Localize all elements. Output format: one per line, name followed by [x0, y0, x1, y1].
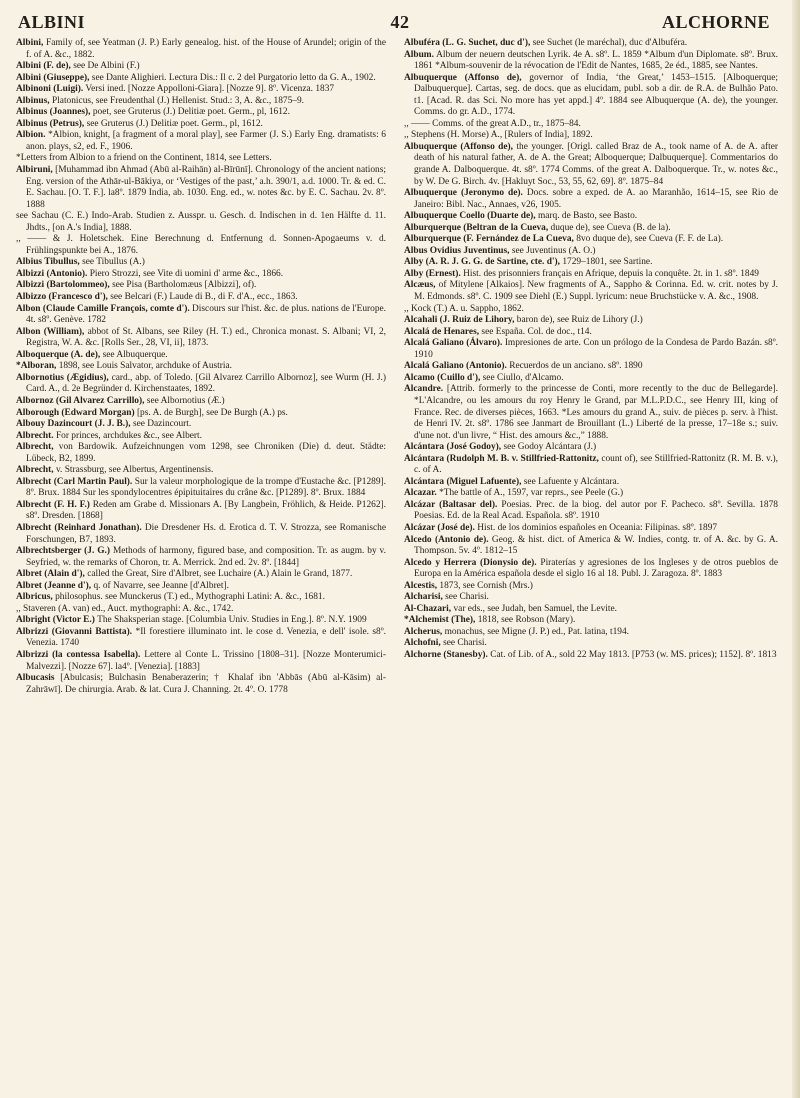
entry-text: see Dazincourt.: [132, 419, 192, 430]
index-entry: [16, 408, 386, 420]
entry-heading: Albiruni,: [16, 165, 53, 176]
index-entry: [404, 73, 778, 119]
entry-text: Methods of harmony, figured base, and composition. Tr. as augm. by v. Seyfried, w. the remarks of Choron, tr. A. Merrick. 2nd ed. 2v. 8º. [1844]: [26, 546, 386, 568]
entry-heading: Albon (Claude Camille François, comte d').: [16, 303, 190, 314]
index-entry: [404, 269, 778, 281]
index-entry: [404, 627, 778, 639]
index-entry: [16, 627, 386, 650]
entry-text: abbot of St. Albans, see Riley (H. T.) ed., Chronica monast. S. Albani; VI, 2, Registra, W. A. &c. [Rolls Ser., 28, VI, ii], 1873.: [26, 326, 386, 349]
entry-heading: Alcántara (Rudolph M. B. v. Stillfried-Rattonitz,: [404, 453, 599, 464]
index-entry: [16, 73, 386, 85]
entry-text: 8vo duque de), see Cueva (F. F. de La).: [576, 234, 724, 245]
entry-text: v. Strassburg, see Albertus, Argentinensis.: [55, 465, 214, 476]
entry-text: Lettere al Conte L. Trissino [1808–31]. [Nozze Monterumici-Malvezzi]. [Nozze 67]. la4º. [Venezia]. [1883]: [26, 649, 386, 672]
entry-text: Docs. sobre a exped. de A. ao Maranhão, 1614–15, see Rio de Janeiro: Bibl. Nac., Annaes, v26, 1905.: [414, 188, 778, 210]
entry-text: ,, Stephens (H. Morse) A., [Rulers of India], 1892.: [404, 130, 593, 141]
entry-text: Discours sur l'hist. &c. de plus. nations de l'Europe. 4t. s8º. Genève. 1782: [26, 303, 386, 326]
entry-heading: Albizzi (Antonio).: [16, 268, 88, 279]
entry-text: Hist. des prisonniers français en Afrique, depuis la conquête. 2t. in 1. s8º. 1849: [463, 268, 759, 279]
entry-text: *Il forestiere illuminato int. le cose d. Venezia, e dell' isole. s8º. Venezia. 1740: [26, 626, 386, 649]
entry-heading: *Alchemist (The),: [404, 615, 476, 626]
entry-text: see Ciullo, d'Alcamo.: [482, 372, 564, 383]
index-entry: [404, 535, 778, 558]
entry-heading: Alcamo (Cuillo d'),: [404, 372, 481, 383]
entry-text: 1729–1801, see Sartine.: [562, 257, 653, 268]
entry-heading: Albizzi (Bartolommeo),: [16, 280, 110, 291]
index-entry: [404, 304, 778, 316]
entry-text: ,, Staveren (A. van) ed., Auct. mythographi: A. &c., 1742.: [16, 603, 234, 614]
entry-text: 1818, see Robson (Mary).: [477, 615, 576, 626]
index-entry: [404, 280, 778, 303]
entry-text: see Gruterus (J.) Delitiæ poet. Germ., pl, 1612.: [86, 118, 263, 129]
entry-text: q. of Navarre, see Jeanne [d'Albret].: [93, 580, 229, 591]
index-entry: [16, 604, 386, 616]
entry-text: Sur la valeur morphologique de la trompe d'Eustache &c. [P1289]. 8º. Brux. 1884 Sur les spondylocentres épipituitaires du crâne &c. [P1289]. 8º. Brux. 1884: [26, 476, 386, 499]
entry-heading: Alcalá Galiano (Álvaro).: [404, 338, 503, 349]
index-entry: [404, 327, 778, 339]
right-column: [404, 38, 778, 1090]
index-entry: [404, 223, 778, 235]
entry-heading: Albrecht (Carl Martin Paul).: [16, 476, 133, 487]
entry-text: Die Dresdener Hs. d. Erotica d. T. V. Strozza, see Romanische Forschungen, B7, 1893.: [26, 522, 386, 545]
entry-heading: Albricus,: [16, 592, 53, 603]
entry-text: see Suchet (le maréchal), duc d'Albuféra.: [532, 38, 688, 48]
entry-heading: Alcherus,: [404, 626, 443, 637]
entry-text: see Albuquerque.: [102, 349, 168, 360]
entry-text: Family of, see Yeatman (J. P.) Early genealog. hist. of the House of Arundel; origin of the f. of A. &c., 1882.: [26, 38, 386, 60]
entry-heading: Albon (William),: [16, 326, 85, 337]
entry-text: von Bardowik. Aufzeichnungen vom 1298, see Chroniken (Die) d. deut. Städte: Lübeck, B2, 1899.: [26, 442, 386, 464]
entry-text: [Muhammad ibn Ahmad (Abū al-Raihān) al-Bīrūnī]. Chronology of the ancient nations; Eng. version of the Athār-ul-Bākiya, or ‘Vestiges of the past,’ a.h. 390/1, a.d. 1000. Tr. & ed. C. E. Sachau. [O. T. F.]. la8º. 1879 India, ab. 1030. Eng. ed., w. notes &c. by E. C. Sachau. 2v. 8º. 1888: [26, 165, 386, 210]
index-entry: [16, 84, 386, 96]
entry-heading: Alcandre.: [404, 384, 444, 395]
entry-heading: Alcharisi,: [404, 592, 443, 603]
entry-heading: Albinoni (Luigi).: [16, 84, 84, 95]
entry-text: ,, —— & J. Holetschek. Eine Berechnung d. Entfernung d. Sonnen-Apogaeums v. d. Frühlingspunkte bei A., 1876.: [16, 234, 386, 256]
entry-heading: Albuquerque (Jeronymo de).: [404, 188, 523, 199]
entry-text: philosophus. see Munckerus (T.) ed., Mythographi Latini: A. &c., 1681.: [55, 592, 325, 603]
entry-text: card., abp. of Toledo. [Gil Alvarez Carrillo Albornoz], see Wurm (H. J.) Card. A., d. 2e Begründer d. Kirchenstaates, 1892.: [26, 372, 386, 395]
index-entry: [404, 604, 778, 616]
entry-heading: Albret (Jeanne d'),: [16, 580, 92, 591]
index-entry: [404, 142, 778, 188]
entry-heading: Alburquerque (F. Fernández de La Cueva,: [404, 234, 574, 245]
index-entry: [404, 454, 778, 477]
index-entry: [404, 373, 778, 385]
entry-heading: Alborough (Edward Morgan): [16, 407, 135, 418]
index-entry: [16, 615, 386, 627]
entry-heading: Albrizzi (Giovanni Battista).: [16, 626, 133, 637]
index-entry: [404, 50, 778, 73]
entry-heading: Alby (Ernest).: [404, 268, 461, 279]
entry-text: Album der neuern deutschen Lyrik. 4e A. s8º. L. 1859 *Album d'un Diplomate. s8º. Brux. 1861 *Album-souvenir de la révocation de l'Edit de Nantes, 1685, 2e éd., 1885, see Nantes.: [414, 49, 778, 72]
index-entry: [16, 500, 386, 523]
entry-text: see Godoy Alcántara (J.): [503, 442, 597, 453]
entry-heading: Albornoz (Gil Alvarez Carrillo),: [16, 395, 145, 406]
entry-heading: Alcántara (Miguel Lafuente),: [404, 476, 522, 487]
index-entry: [404, 361, 778, 373]
entry-text: Piero Strozzi, see Vite di uomini d' arme &c., 1866.: [89, 268, 284, 279]
index-entry: [404, 246, 778, 258]
index-entry: [16, 592, 386, 604]
header-right-guide-word: ALCHORNE: [661, 12, 770, 32]
index-entry: [404, 488, 778, 500]
entry-heading: Alcántara (José Godoy),: [404, 442, 502, 453]
entry-text: Hist. de los dominios españoles en Oceania: Filipinas. s8º. 1897: [477, 522, 718, 533]
index-entry: [404, 315, 778, 327]
entry-heading: Albuquerque (Affonso de),: [404, 141, 514, 152]
index-entry: [404, 384, 778, 442]
entry-heading: Alburquerque (Beltran de la Cueva,: [404, 222, 549, 233]
entry-text: For princes, archdukes &c., see Albert.: [55, 430, 202, 441]
entry-heading: Albinus,: [16, 95, 50, 106]
entry-heading: Albrechtsberger (J. G.): [16, 546, 111, 557]
index-entry: [16, 107, 386, 119]
entry-text: monachus, see Migne (J. P.) ed., Pat. latina, t194.: [444, 626, 629, 637]
entry-text: marq. de Basto, see Basto.: [537, 211, 638, 222]
entry-heading: Albinus (Petrus),: [16, 118, 85, 129]
entry-text: see España. Col. de doc., t14.: [481, 326, 592, 337]
index-entry: [16, 431, 386, 443]
index-entry: [404, 592, 778, 604]
entry-heading: Album.: [404, 49, 434, 60]
entry-heading: Alcalá Galiano (Antonio).: [404, 361, 507, 372]
entry-text: of Mitylene [Alkaios]. New fragments of A., Sappho & Corinna. Ed. w. crit. notes by J. M. Edmonds. s8º. C. 1909 see Diehl (E.) Suppl. lyricum: neue Bruchstücke v. A. &c., 1908.: [414, 280, 778, 303]
index-entry: [16, 211, 386, 234]
entry-heading: Albizzo (Francesco d'),: [16, 292, 108, 303]
entry-heading: Albucasis: [16, 673, 55, 684]
entry-text: Geog. & hist. dict. of America & W. Indies, contg. tr. of A. &c. by G. A. Thompson. 5v. 4º. 1812–15: [414, 534, 778, 557]
index-entry: [16, 373, 386, 396]
index-entry: [16, 292, 386, 304]
index-entry: [404, 257, 778, 269]
index-entry: [16, 477, 386, 500]
index-entry: [404, 211, 778, 223]
index-entry: [404, 477, 778, 489]
running-header: [0, 0, 800, 36]
index-entry: [404, 38, 778, 50]
index-entry: [16, 396, 386, 408]
entry-text: see Albornotius (Æ.): [146, 395, 225, 406]
index-entry: [404, 188, 778, 211]
index-entry: [16, 130, 386, 153]
entry-heading: *Alboran,: [16, 361, 57, 372]
index-entry: [404, 581, 778, 593]
index-entry: [16, 673, 386, 696]
index-entry: [16, 581, 386, 593]
index-entry: [16, 234, 386, 257]
entry-text: count of), see Stillfried-Rattonitz (R. M. B. v.), c. of A.: [414, 453, 778, 476]
header-left-guide-word: ALBINI: [18, 12, 86, 32]
entry-heading: Albrecht (F. H. F.): [16, 499, 90, 510]
entry-text: Impresiones de arte. Con un prólogo de la Condesa de Pardo Bazán. s8º. 1910: [414, 338, 778, 360]
entry-heading: Alcahali (J. Ruiz de Lihory,: [404, 315, 515, 326]
index-entry: [16, 257, 386, 269]
index-entry: [16, 419, 386, 431]
entry-text: 1873, see Cornish (Mrs.): [439, 580, 533, 591]
entry-heading: Albornotius (Ægidius),: [16, 372, 109, 383]
index-entry: [404, 638, 778, 650]
index-entry: [16, 546, 386, 569]
left-column: [16, 38, 386, 1090]
entry-heading: Albrecht,: [16, 442, 54, 453]
entry-text: see Juventinus (A. O.): [511, 245, 596, 256]
entry-text: [Attrib. formerly to the princesse de Conti, more recently to the duc de Bellegarde]. *L'Alcandre, ou les amours du roy Henry le Grand, par M.L.P.D.C., see Henry III, king of France. Rec. de diverses pièces, 1663. *Les amours du grand A., suiv. de pièces p. serv. à l'hist. de Henri IV. 2t. s8º. 1786 see Janmart de Brouillant (L.) Liberté de la presse, 17–18e s.; suiv. d'une not. d'un livre, “ Hist. des amours &c.,” 1888.: [414, 384, 778, 441]
entry-heading: Albuquerque (Affonso de),: [404, 72, 522, 83]
entry-heading: Albrecht.: [16, 430, 54, 441]
entry-text: var eds., see Judah, ben Samuel, the Levite.: [453, 603, 617, 614]
index-entry: [16, 569, 386, 581]
entry-text: *Letters from Albion to a friend on the Continent, 1814, see Letters.: [16, 153, 272, 164]
entry-heading: Alcazar.: [404, 488, 437, 499]
entry-heading: Albouy Dazincourt (J. J. B.),: [16, 419, 131, 430]
entry-heading: Albrizzi (la contessa Isabella).: [16, 649, 141, 660]
entry-text: see Sachau (C. E.) Indo-Arab. Studien z. Ausspr. u. Gesch. d. Indischen in d. 1en Hälfte d. 11. Jhdts., [on A.'s India], 1888.: [16, 211, 386, 233]
index-entry: [404, 234, 778, 246]
index-entry: [16, 280, 386, 292]
entry-text: called the Great, Sire d'Albret, see Luchaire (A.) Alain le Grand, 1877.: [87, 569, 353, 580]
entry-text: see Lafuente y Alcántara.: [523, 476, 620, 487]
entry-text: Poesias. Prec. de la biog. del autor por F. Pacheco. s8º. Sevilla. 1878 Poesias. Ed. de la Real Acad. Española. s8º. 1910: [414, 499, 778, 522]
entry-heading: Alboquerque (A. de),: [16, 349, 101, 360]
index-entry: [16, 650, 386, 673]
entry-heading: Albion.: [16, 130, 46, 141]
entry-text: Recuerdos de un anciano. s8º. 1890: [509, 361, 643, 372]
entry-heading: Albuquerque Coello (Duarte de),: [404, 211, 536, 222]
entry-heading: Alcestis,: [404, 580, 438, 591]
index-entry: [16, 153, 386, 165]
index-entry: [16, 38, 386, 61]
entry-text: see De Albini (F.): [73, 61, 140, 72]
index-entry: [404, 338, 778, 361]
index-entry: [404, 650, 778, 662]
index-entry: [16, 119, 386, 131]
entry-text: *The battle of A., 1597, var reprs., see Peele (G.): [439, 488, 624, 499]
entry-heading: Alcázar (Baltasar del).: [404, 499, 498, 510]
index-entry: [404, 558, 778, 581]
index-entry: [16, 442, 386, 465]
index-entry: [16, 304, 386, 327]
entry-heading: Albright (Victor E.): [16, 615, 95, 626]
entry-heading: Alcedo (Antonio de).: [404, 534, 489, 545]
entry-text: see Charisi.: [443, 638, 487, 649]
entry-text: [Abulcasis; Bulchasin Benaberazerin; † Khalaf ibn 'Abbās (Abū al-Kāsim) al-Zahrāwī]. De chirurgia. Arab. & lat. Cura J. Channing. 2t. 4º. O. 1778: [26, 673, 386, 695]
entry-heading: Albrecht,: [16, 465, 54, 476]
entry-text: duque de), see Cueva (B. de la).: [550, 222, 671, 233]
entry-text: see Charisi.: [445, 592, 489, 603]
index-entry: [404, 442, 778, 454]
entry-heading: Alchorne (Stanesby).: [404, 649, 488, 660]
entry-heading: Albinus (Joannes),: [16, 107, 91, 118]
index-entry: [16, 350, 386, 362]
entry-text: Versi ined. [Nozze Appolloni-Giara]. [Nozze 9]. 8º. Vicenza. 1837: [85, 84, 335, 95]
entry-heading: Alcedo y Herrera (Dionysio de).: [404, 557, 537, 568]
index-entry: [16, 523, 386, 546]
entry-text: see Pisa (Bartholomæus [Albizzi], of).: [112, 280, 257, 291]
entry-heading: Alby (A. R. J. G. G. de Sartine, cte. d'),: [404, 257, 560, 268]
entry-heading: Albret (Alain d'),: [16, 569, 85, 580]
index-entry: [16, 327, 386, 350]
entry-text: ,, —— Comms. of the great A.D., tr., 1875–84.: [404, 118, 581, 129]
entry-heading: Albus Ovidius Juventinus,: [404, 245, 510, 256]
entry-heading: Albrecht (Reinhard Jonathan).: [16, 522, 142, 533]
index-entry: [404, 615, 778, 627]
entry-heading: Alcæus,: [404, 280, 436, 291]
index-entry: [404, 500, 778, 523]
entry-text: Cat. of Lib. of A., sold 22 May 1813. [P753 (w. MS. prices); 1152]. 8º. 1813: [490, 649, 777, 660]
entry-text: see Dante Alighieri. Lectura Dis.: Il c. 2 del Purgatorio letto da G. A., 1902.: [91, 72, 376, 83]
entry-text: Platonicus, see Freudenthal (J.) Hellenist. Stud.: 3, A. &c., 1875–9.: [51, 95, 305, 106]
entry-text: baron de), see Ruiz de Lihory (J.): [516, 315, 643, 326]
entry-text: the younger. [Origl. called Braz de A., took name of A. de A. after death of his natural father, A. de A. the Great; Alboquerque; Dalbuquerque]. Commentarios do grande A. Dalboquerque. 4t. s8º. 1774 Comms. of the great A. Dalboquerque. Tr., w. notes &c., by W. De G. Birch. 4v. [Hakluyt Soc., 53, 55, 62, 69]. 8º. 1875–84: [414, 141, 778, 187]
scan-edge: [792, 0, 800, 1098]
entry-heading: Albini,: [16, 38, 44, 48]
entry-text: governor of India, ‘the Great,’ 1453–1515. [Alboquerque; Dalbuquerque]. Cartas, seg. de docs. que as elucidam, publ. sob a dir. de R.A. de Bulhão Pato. t1. [Acad. R. das Sci. No more has yet appd.] 4º. 1884 see Albuquerque (A. de), the younger. Comms. do gr. A.D., 1774.: [414, 72, 778, 118]
entry-text: [ps. A. de Burgh], see De Burgh (A.) ps.: [136, 407, 288, 418]
index-entry: [404, 119, 778, 131]
index-entry: [16, 165, 386, 211]
index-entry: [404, 130, 778, 142]
entry-heading: Al-Chazari,: [404, 603, 452, 614]
index-entry: [16, 61, 386, 73]
entry-text: see Belcari (F.) Laude di B., di F. d'A., ecc., 1863.: [110, 292, 298, 303]
page-number: 42: [390, 12, 410, 32]
entry-heading: Alcalá de Henares,: [404, 326, 480, 337]
entry-text: see Tibullus (A.): [82, 257, 145, 268]
entry-heading: Alcázar (José de).: [404, 522, 475, 533]
index-entry: [16, 269, 386, 281]
entry-text: 1898, see Louis Salvator, archduke of Austria.: [58, 361, 232, 372]
entry-text: ,, Kock (T.) A. u. Sappho, 1862.: [404, 303, 524, 314]
entry-text: The Shaksperian stage. [Columbia Univ. Studies in Eng.]. 8º. N.Y. 1909: [97, 615, 367, 626]
index-entry: [404, 523, 778, 535]
entry-heading: Albuféra (L. G. Suchet, duc d'),: [404, 38, 531, 48]
entry-text: poet, see Gruterus (J.) Delitiæ poet. Germ., pl, 1612.: [92, 107, 290, 118]
index-entry: [16, 361, 386, 373]
entry-heading: Alchofni,: [404, 638, 441, 649]
entry-text: *Albion, knight, [a fragment of a moral play], see Farmer (J. S.) Early Eng. dramatists: 6 anon. plays, s2, ed. F., 1906.: [26, 130, 386, 152]
entry-heading: Albini (F. de),: [16, 61, 71, 72]
entry-text: Piraterías y agresiones de los Ingleses y de otros pueblos de Europa en la América española desde el siglo 16 al 18. Publ. J. Zaragoza. 8º. 1883: [414, 557, 778, 580]
entry-heading: Albini (Giuseppe),: [16, 72, 90, 83]
entry-heading: Albius Tibullus,: [16, 257, 80, 268]
entry-text: Reden am Grabe d. Missionars A. [By Langbein, Fröhlich, & Heide. P1262]. s8º. Dresden. [1868]: [26, 499, 386, 522]
index-entry: [16, 96, 386, 108]
index-entry: [16, 465, 386, 477]
